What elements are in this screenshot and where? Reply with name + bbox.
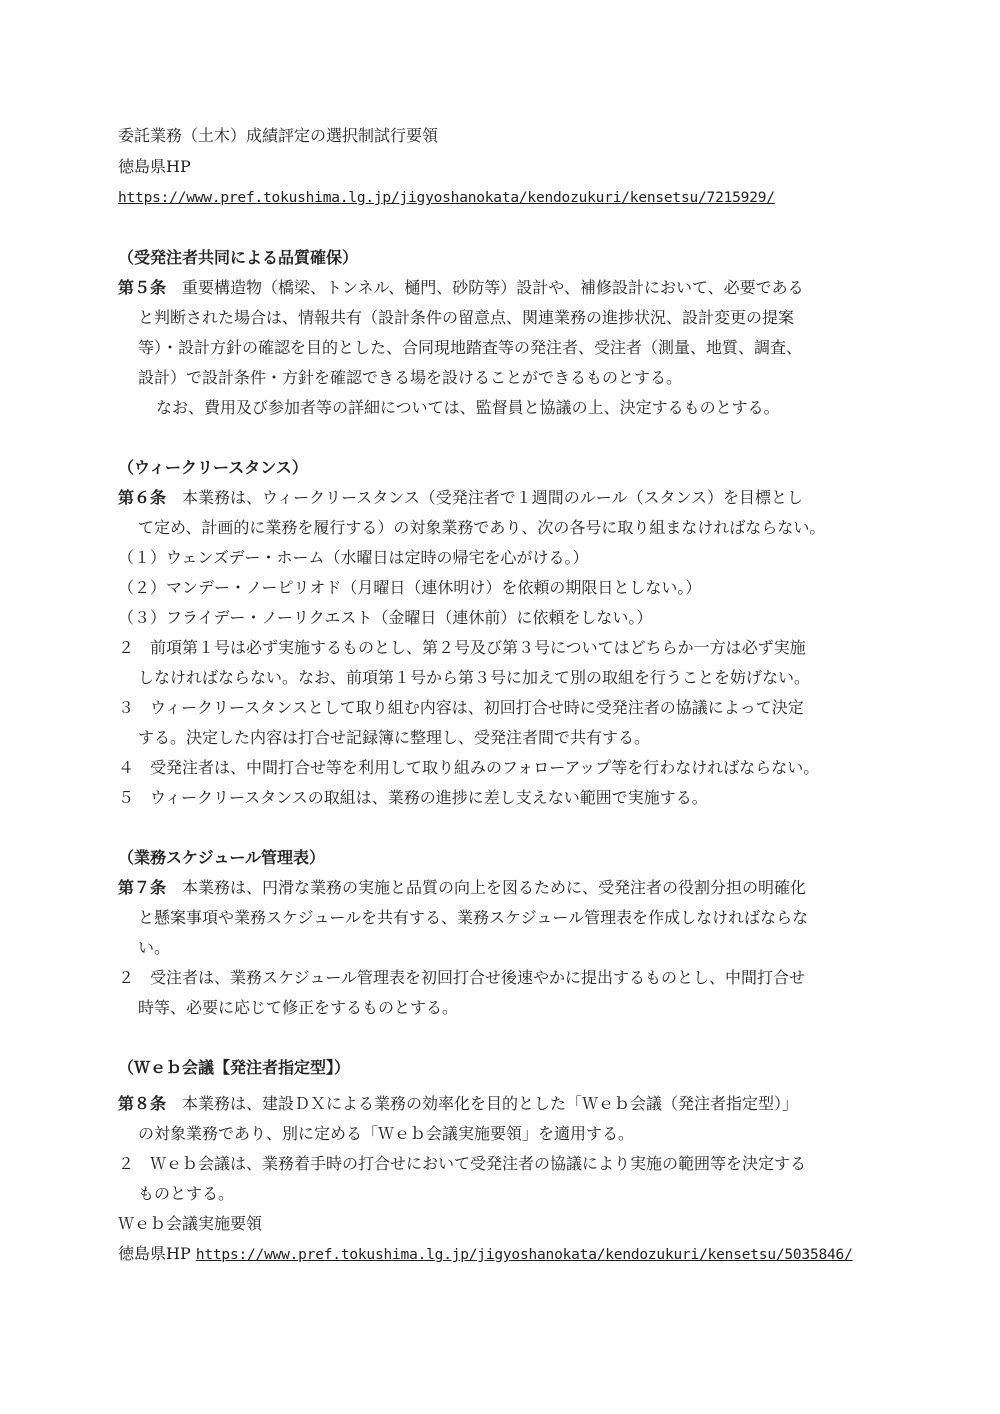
article-7-line-3: い。	[138, 938, 171, 957]
article-6-para-3-line-2: する。決定した内容は打合せ記録簿に整理し、受発注者間で共有する。	[138, 728, 651, 747]
section-heading-5: （受発注者共同による品質確保）	[118, 248, 359, 267]
article-7-para-2-line-2: 時等、必要に応じて修正をするものとする。	[138, 998, 459, 1017]
article-5-line-1	[118, 278, 804, 298]
article-text: 重要構造物（橋梁、トンネル、樋門、砂防等）設計や、補修設計において、必要である	[182, 278, 804, 297]
section-heading-8: （Ｗｅｂ会議【発注者指定型】）	[118, 1058, 351, 1077]
article-5-line-2: と判断された場合は、情報共有（設計条件の留意点、関連業務の進捗状況、設計変更の提案	[138, 308, 795, 327]
article-6-para-5: ５ ウィークリースタンスの取組は、業務の進捗に差し支えない範囲で実施する。	[118, 788, 708, 807]
article-8-line-2: の対象業務であり、別に定める「Ｗｅｂ会議実施要領」を適用する。	[138, 1124, 635, 1143]
article-5-line-3: 等）・設計方針の確認を目的とした、合同現地踏査等の発注者、受注者（測量、地質、調査、	[138, 338, 803, 357]
article-5-line-4: 設計）で設計条件・方針を確認できる場を設けることができるものとする。	[138, 368, 683, 387]
article-6-para-2-line-1: ２ 前項第１号は必ず実施するものとし、第２号及び第３号についてはどちらか一方は必ず実施	[118, 638, 806, 657]
document-title: 委託業務（土木）成績評定の選択制試行要領	[118, 126, 439, 145]
article-text: 本業務は、ウィークリースタンス（受発注者で１週間のルール（スタンス）を目標とし	[182, 488, 803, 507]
section-heading-7: （業務スケジュール管理表）	[118, 848, 326, 867]
article-number: 第７条	[118, 878, 167, 897]
article-7-para-2-line-1: ２ 受注者は、業務スケジュール管理表を初回打合せ後速やかに提出するものとし、中間打合せ	[118, 968, 806, 987]
article-text: 本業務は、円滑な業務の実施と品質の向上を図るために、受発注者の役割分担の明確化	[182, 878, 807, 897]
article-6-line-1	[118, 488, 803, 508]
url-text[interactable]: https://www.pref.tokushima.lg.jp/jigyoshanokata/kendozukuri/kensetsu/5035846/	[195, 1247, 853, 1263]
site-label: 徳島県HP	[118, 157, 191, 176]
article-6-item-1: （１）ウェンズデー・ホーム（水曜日は定時の帰宅を心がける。）	[118, 548, 589, 567]
url-text[interactable]: https://www.pref.tokushima.lg.jp/jigyoshanokata/kendozukuri/kensetsu/7215929/	[118, 190, 775, 206]
article-7-line-1	[118, 878, 806, 898]
article-6-para-2-line-2: しなければならない。なお、前項第１号から第３号に加えて別の取組を行うことを妨げない。	[138, 668, 811, 687]
article-8-para-2-line-1: ２ Ｗｅｂ会議は、業務着手時の打合せにおいて受発注者の協議により実施の範囲等を決定する	[118, 1154, 807, 1173]
article-6-line-2: て定め、計画的に業務を履行する）の対象業務であり、次の各号に取り組まなければならない。	[138, 518, 826, 537]
article-number: 第８条	[118, 1094, 167, 1113]
article-6-para-3-line-1: ３ ウィークリースタンスとして取り組む内容は、初回打合せ時に受発注者の協議によって決定	[118, 698, 804, 717]
article-number: 第６条	[118, 488, 167, 507]
article-6-item-3: （３）フライデー・ノーリクエスト（金曜日（連休前）に依頼をしない。）	[118, 608, 653, 627]
section-heading-6: （ウィークリースタンス）	[118, 458, 308, 477]
web-meeting-reference	[118, 1244, 853, 1265]
site-label: 徳島県HP	[118, 1244, 191, 1263]
article-text: 本業務は、建設ＤＸによる業務の効率化を目的とした「Ｗｅｂ会議（発注者指定型）」	[182, 1094, 799, 1113]
article-8-line-1	[118, 1094, 798, 1114]
article-8-para-2-line-2: ものとする。	[138, 1184, 235, 1203]
article-7-line-2: と懸案事項や業務スケジュールを共有する、業務スケジュール管理表を作成しなければならな	[138, 908, 809, 927]
article-number: 第５条	[118, 278, 167, 297]
reference-link[interactable]	[118, 187, 775, 208]
article-6-item-2: （２）マンデー・ノーピリオド（月曜日（連休明け）を依頼の期限日としない。）	[118, 578, 702, 597]
article-5-line-5: なお、費用及び参加者等の詳細については、監督員と協議の上、決定するものとする。	[156, 398, 780, 417]
web-meeting-guideline-label: Ｗｅｂ会議実施要領	[118, 1214, 263, 1233]
article-6-para-4: ４ 受発注者は、中間打合せ等を利用して取り組みのフォローアップ等を行わなければならない。	[118, 758, 820, 777]
